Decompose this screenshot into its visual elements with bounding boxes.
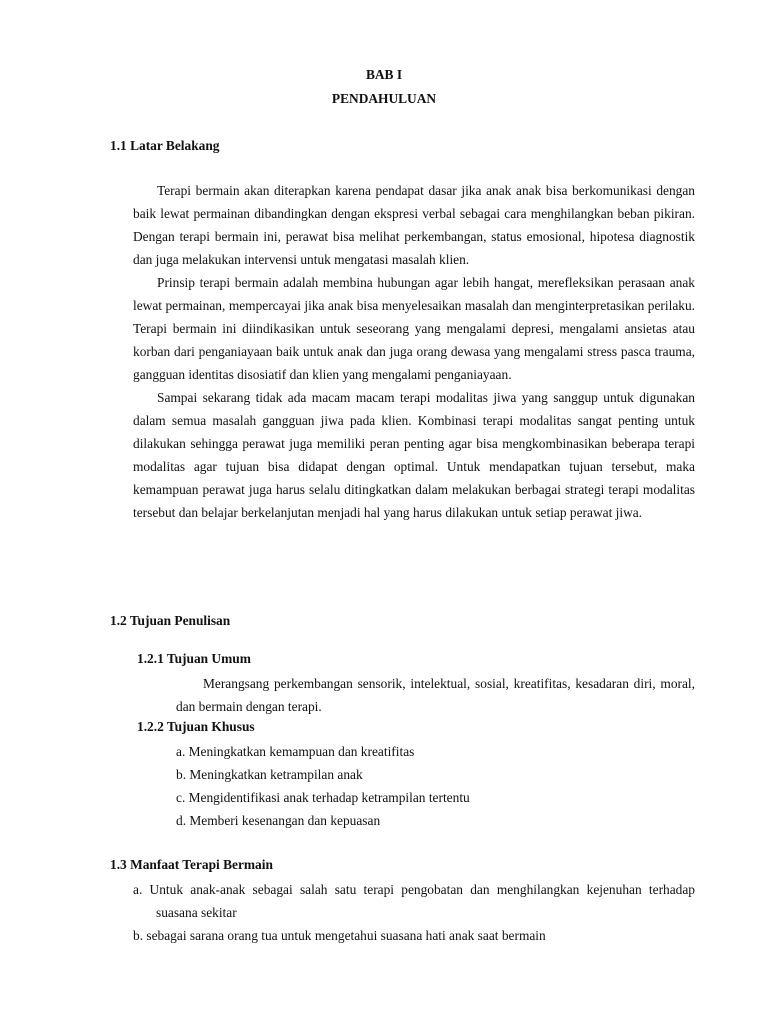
chapter-title: PENDAHULUAN <box>331 91 437 106</box>
tujuan-khusus-list <box>176 740 470 832</box>
chapter-label: BAB I <box>365 67 403 82</box>
manfaat-list <box>133 878 695 947</box>
paragraph: Terapi bermain akan diterapkan karena pendapat dasar jika anak anak bisa berkomunikasi dengan baik lewat permainan dibandingkan dengan ekspresi verbal sebagai cara menghilangkan beban pikiran. Dengan terapi bermain ini, perawat bisa melihat perkembangan, status emosional, hipotesa diagnostik dan juga melakukan intervensi untuk mengatasi masalah klien. <box>133 183 695 267</box>
list-item: c. Mengidentifikasi anak terhadap ketrampilan tertentu <box>176 790 470 805</box>
paragraph: Sampai sekarang tidak ada macam macam terapi modalitas jiwa yang sanggup untuk digunakan dalam semua masalah gangguan jiwa pada klien. Kombinasi terapi modalitas sangat penting untuk dilakukan sehingga perawat juga memiliki peran penting agar bisa mengkombinasikan beberapa terapi modalitas agar tujuan bisa didapat dengan optimal. Untuk mendapatkan tujuan tersebut, maka kemampuan perawat juga harus selalu ditingkatkan dalam melakukan berbagai strategi terapi modalitas tersebut dan belajar berkelanjutan menjadi hal yang harus dilakukan untuk setiap perawat jiwa. <box>133 390 695 520</box>
latar-belakang-body <box>133 179 695 524</box>
subsection-heading-tujuan-umum: 1.2.1 Tujuan Umum <box>137 651 251 666</box>
paragraph: Merangsang perkembangan sensorik, intelektual, sosial, kreatifitas, kesadaran diri, moral, dan bermain dengan terapi. <box>176 676 695 714</box>
section-heading-manfaat: 1.3 Manfaat Terapi Bermain <box>110 857 273 872</box>
subsection-heading-tujuan-khusus: 1.2.2 Tujuan Khusus <box>137 719 255 734</box>
list-item: b. Meningkatkan ketrampilan anak <box>176 767 363 782</box>
list-item: d. Memberi kesenangan dan kepuasan <box>176 813 381 828</box>
tujuan-umum-body <box>176 672 695 718</box>
list-item: a. Untuk anak-anak sebagai salah satu terapi pengobatan dan menghilangkan kejenuhan terhadap suasana sekitar <box>133 882 695 920</box>
list-item: a. Meningkatkan kemampuan dan kreatifitas <box>176 744 415 759</box>
section-heading-tujuan-penulisan: 1.2 Tujuan Penulisan <box>110 613 231 628</box>
list-item: b. sebagai sarana orang tua untuk mengetahui suasana hati anak saat bermain <box>133 928 546 943</box>
paragraph: Prinsip terapi bermain adalah membina hubungan agar lebih hangat, merefleksikan perasaan anak lewat permainan, mempercayai jika anak bisa menyelesaikan masalah dan menginterpretasikan perilaku. Terapi bermain ini diindikasikan untuk seseorang yang mengalami depresi, mengalami ansietas atau korban dari penganiayaan baik untuk anak dan juga orang dewasa yang mengalami stress pasca trauma, gangguan identitas disosiatif dan klien yang mengalami penganiayaan. <box>133 275 695 382</box>
section-heading-latar-belakang: 1.1 Latar Belakang <box>110 138 220 153</box>
